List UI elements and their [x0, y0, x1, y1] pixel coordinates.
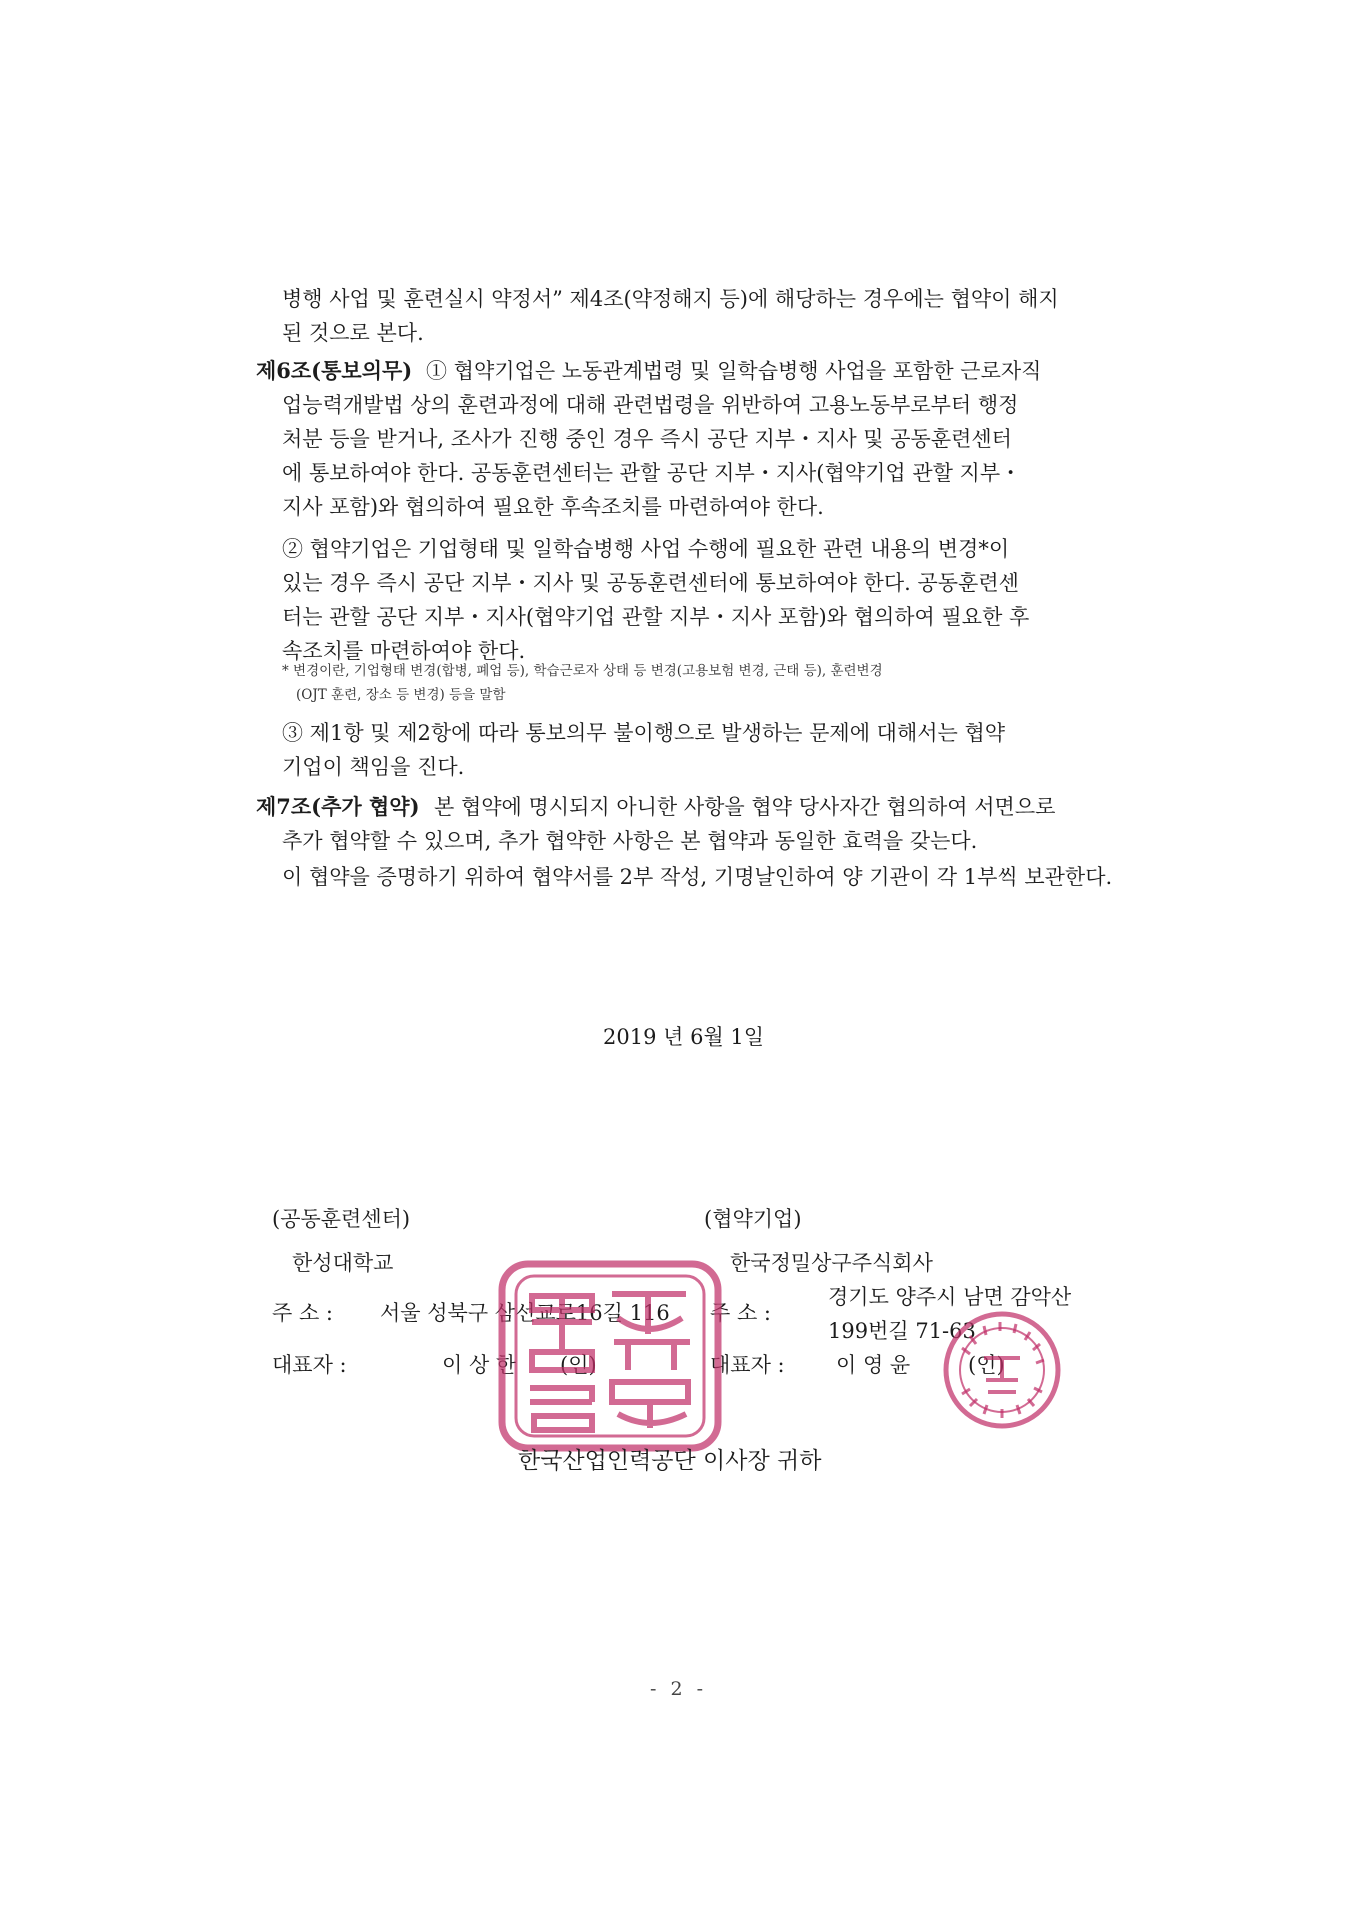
article6-footnote-line-2: (OJT 훈련, 장소 등 변경) 등을 말함	[296, 687, 506, 703]
company-seal-stamp	[940, 1308, 1064, 1432]
article6-p3-line-2: 기업이 책임을 진다.	[282, 755, 465, 779]
right-party-address-line-2: 199번길 71-63	[828, 1319, 976, 1343]
left-party-rep-label: 대표자 :	[272, 1353, 347, 1377]
right-party-address-label: 주 소 :	[710, 1301, 771, 1325]
left-party-address-label: 주 소 :	[272, 1301, 333, 1325]
page-number: - 2 -	[650, 1678, 708, 1700]
article6-p3-line-1: ③ 제1항 및 제2항에 따라 통보의무 불이행으로 발생하는 문제에 대해서는 협약	[282, 721, 1006, 745]
right-party-name: 한국정밀상구주식회사	[730, 1251, 933, 1275]
right-party-role: (협약기업)	[704, 1207, 802, 1231]
right-party-address-line-1: 경기도 양주시 남면 감악산	[828, 1285, 1072, 1309]
left-party-seal-mark: (인)	[560, 1353, 597, 1377]
addressee: 한국산업인력공단 이사장 귀하	[518, 1448, 822, 1474]
article6-p2-line-4: 속조치를 마련하여야 한다.	[282, 639, 526, 663]
article6-p1-line-4: 에 통보하여야 한다. 공동훈련센터는 관할 공단 지부・지사(협약기업 관할 지부・	[282, 461, 1022, 485]
agreement-date: 2019 년 6월 1일	[603, 1025, 765, 1049]
article5-continuation-line-2: 된 것으로 본다.	[282, 321, 424, 345]
right-party-rep-label: 대표자 :	[710, 1353, 785, 1377]
article6-p2-line-3: 터는 관할 공단 지부・지사(협약기업 관할 지부・지사 포함)와 협의하여 필요한 후	[282, 605, 1030, 629]
article6-p1-line-2: 업능력개발법 상의 훈련과정에 대해 관련법령을 위반하여 고용노동부로부터 행정	[282, 393, 1019, 417]
university-seal-stamp	[488, 1256, 732, 1456]
article5-continuation-line-1: 병행 사업 및 훈련실시 약정서” 제4조(약정해지 등)에 해당하는 경우에는 협약이 해지	[282, 287, 1059, 311]
article7-line-1: 본 협약에 명시되지 아니한 사항을 협약 당사자간 협의하여 서면으로	[434, 795, 1056, 819]
right-party-seal-mark: (인)	[968, 1353, 1005, 1377]
article6-heading: 제6조(통보의무)	[256, 358, 413, 383]
left-party-address: 서울 성북구 삼선교로16길 116	[380, 1301, 670, 1325]
left-party-name: 한성대학교	[292, 1251, 394, 1275]
right-party-rep-name: 이 영 윤	[836, 1353, 911, 1377]
article6-p1-line-3: 처분 등을 받거나, 조사가 진행 중인 경우 즉시 공단 지부・지사 및 공동훈련센터	[282, 427, 1012, 451]
closing-statement: 이 협약을 증명하기 위하여 협약서를 2부 작성, 기명날인하여 양 기관이 각 1부씩 보관한다.	[282, 865, 1113, 889]
article7-line-2: 추가 협약할 수 있으며, 추가 협약한 사항은 본 협약과 동일한 효력을 갖는다.	[282, 829, 978, 853]
article6-p2-line-1: ② 협약기업은 기업형태 및 일학습병행 사업 수행에 필요한 관련 내용의 변경*이	[282, 537, 1010, 561]
article6-footnote-line-1: * 변경이란, 기업형태 변경(합병, 폐업 등), 학습근로자 상태 등 변경(고용보험 변경, 근태 등), 훈련변경	[282, 663, 883, 679]
left-party-role: (공동훈련센터)	[272, 1207, 411, 1231]
article6-p1-line-5: 지사 포함)와 협의하여 필요한 후속조치를 마련하여야 한다.	[282, 495, 824, 519]
article7-heading: 제7조(추가 협약)	[256, 794, 420, 819]
article6-p2-line-2: 있는 경우 즉시 공단 지부・지사 및 공동훈련센터에 통보하여야 한다. 공동훈련센	[282, 571, 1019, 595]
article6-p1-line-1: ① 협약기업은 노동관계법령 및 일학습병행 사업을 포함한 근로자직	[426, 359, 1042, 383]
left-party-rep-name: 이 상 한	[442, 1353, 517, 1377]
